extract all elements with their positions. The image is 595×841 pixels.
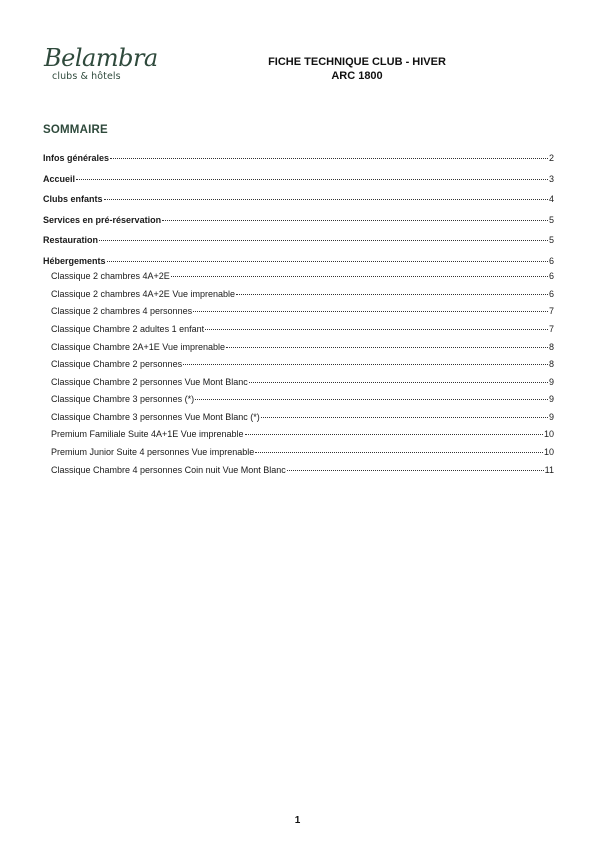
toc-entry[interactable]	[43, 410, 554, 424]
logo-brand-text: Belambra	[44, 44, 158, 72]
toc-dot-leader	[255, 452, 543, 453]
toc-entry[interactable]	[43, 375, 554, 389]
toc-entry-page-number: 9	[548, 412, 554, 422]
title-line-1: FICHE TECHNIQUE CLUB - HIVER	[268, 56, 446, 68]
belambra-logo	[42, 42, 162, 86]
toc-entry-label: Classique Chambre 2 personnes	[51, 359, 183, 369]
toc-entry-label: Services en pré-réservation	[43, 215, 162, 225]
toc-entry-page-number: 7	[548, 324, 554, 334]
toc-entry-page-number: 5	[548, 215, 554, 225]
toc-entry[interactable]	[43, 269, 554, 283]
toc-dot-leader	[171, 276, 548, 277]
toc-dot-leader	[110, 158, 548, 159]
toc-entry-page-number: 5	[548, 235, 554, 245]
toc-dot-leader	[107, 261, 548, 262]
toc-dot-leader	[236, 294, 548, 295]
toc-entry[interactable]	[43, 322, 554, 336]
toc-dot-leader	[195, 399, 548, 400]
toc-entry-page-number: 3	[548, 174, 554, 184]
toc-dot-leader	[104, 199, 548, 200]
toc-entry-page-number: 8	[548, 342, 554, 352]
toc-entry-label: Infos générales	[43, 153, 110, 163]
toc-dot-leader	[99, 240, 548, 241]
toc-dot-leader	[245, 434, 543, 435]
toc-entry-page-number: 8	[548, 359, 554, 369]
toc-entry-label: Classique 2 chambres 4A+2E Vue imprenable	[51, 289, 236, 299]
toc-entry-page-number: 6	[548, 256, 554, 266]
toc-dot-leader	[261, 417, 548, 418]
toc-entry[interactable]	[43, 392, 554, 406]
toc-entry-label: Clubs enfants	[43, 194, 103, 204]
toc-entry-page-number: 6	[548, 289, 554, 299]
toc-entry-label: Accueil	[43, 174, 76, 184]
page-number: 1	[294, 815, 301, 826]
toc-entry-label: Classique 2 chambres 4 personnes	[51, 306, 193, 316]
toc-entry[interactable]	[43, 463, 554, 477]
toc-entry[interactable]	[43, 304, 554, 318]
toc-entry-page-number: 11	[544, 465, 554, 475]
toc-entry[interactable]	[43, 192, 554, 206]
toc-dot-leader	[226, 347, 548, 348]
toc-dot-leader	[193, 311, 548, 312]
toc-entry[interactable]	[43, 427, 554, 441]
toc-entry[interactable]	[43, 445, 554, 459]
toc-entry[interactable]	[43, 151, 554, 165]
toc-entry-page-number: 7	[548, 306, 554, 316]
toc-dot-leader	[162, 220, 548, 221]
title-line-2: ARC 1800	[331, 70, 383, 82]
toc-entry-page-number: 4	[548, 194, 554, 204]
toc-entry-label: Classique Chambre 4 personnes Coin nuit Vue Mont Blanc	[51, 465, 286, 475]
toc-entry-label: Premium Familiale Suite 4A+1E Vue imprenable	[51, 429, 244, 439]
toc-entry-label: Classique Chambre 3 personnes (*)	[51, 394, 195, 404]
toc-entry-label: Classique Chambre 2A+1E Vue imprenable	[51, 342, 226, 352]
toc-entry-label: Classique 2 chambres 4A+2E	[51, 271, 170, 281]
toc-dot-leader	[76, 179, 548, 180]
toc-entry[interactable]	[43, 340, 554, 354]
toc-entry-label: Restauration	[43, 235, 99, 245]
toc-entry-page-number: 10	[543, 429, 554, 439]
toc-entry[interactable]	[43, 213, 554, 227]
toc-entry-label: Premium Junior Suite 4 personnes Vue imprenable	[51, 447, 255, 457]
document-title	[232, 55, 482, 83]
toc-entry-label: Classique Chambre 2 personnes Vue Mont Blanc	[51, 377, 248, 387]
toc-entry-label: Classique Chambre 3 personnes Vue Mont Blanc (*)	[51, 412, 260, 422]
toc-entry[interactable]	[43, 287, 554, 301]
toc-entry[interactable]	[43, 357, 554, 371]
toc-entry[interactable]	[43, 254, 554, 268]
toc-entry-page-number: 6	[548, 271, 554, 281]
toc-dot-leader	[205, 329, 548, 330]
toc-entry-label: Hébergements	[43, 256, 106, 266]
toc-heading: SOMMAIRE	[43, 124, 108, 136]
toc-entry[interactable]	[43, 172, 554, 186]
toc-dot-leader	[249, 382, 548, 383]
toc-entry-label: Classique Chambre 2 adultes 1 enfant	[51, 324, 205, 334]
toc-dot-leader	[287, 470, 544, 471]
belambra-wordmark	[42, 42, 162, 72]
toc-entry-page-number: 2	[548, 153, 554, 163]
toc-entry-page-number: 9	[548, 377, 554, 387]
toc-entry[interactable]	[43, 233, 554, 247]
toc-dot-leader	[183, 364, 548, 365]
logo-tagline: clubs & hôtels	[52, 71, 121, 82]
toc-entry-page-number: 10	[543, 447, 554, 457]
toc-entry-page-number: 9	[548, 394, 554, 404]
